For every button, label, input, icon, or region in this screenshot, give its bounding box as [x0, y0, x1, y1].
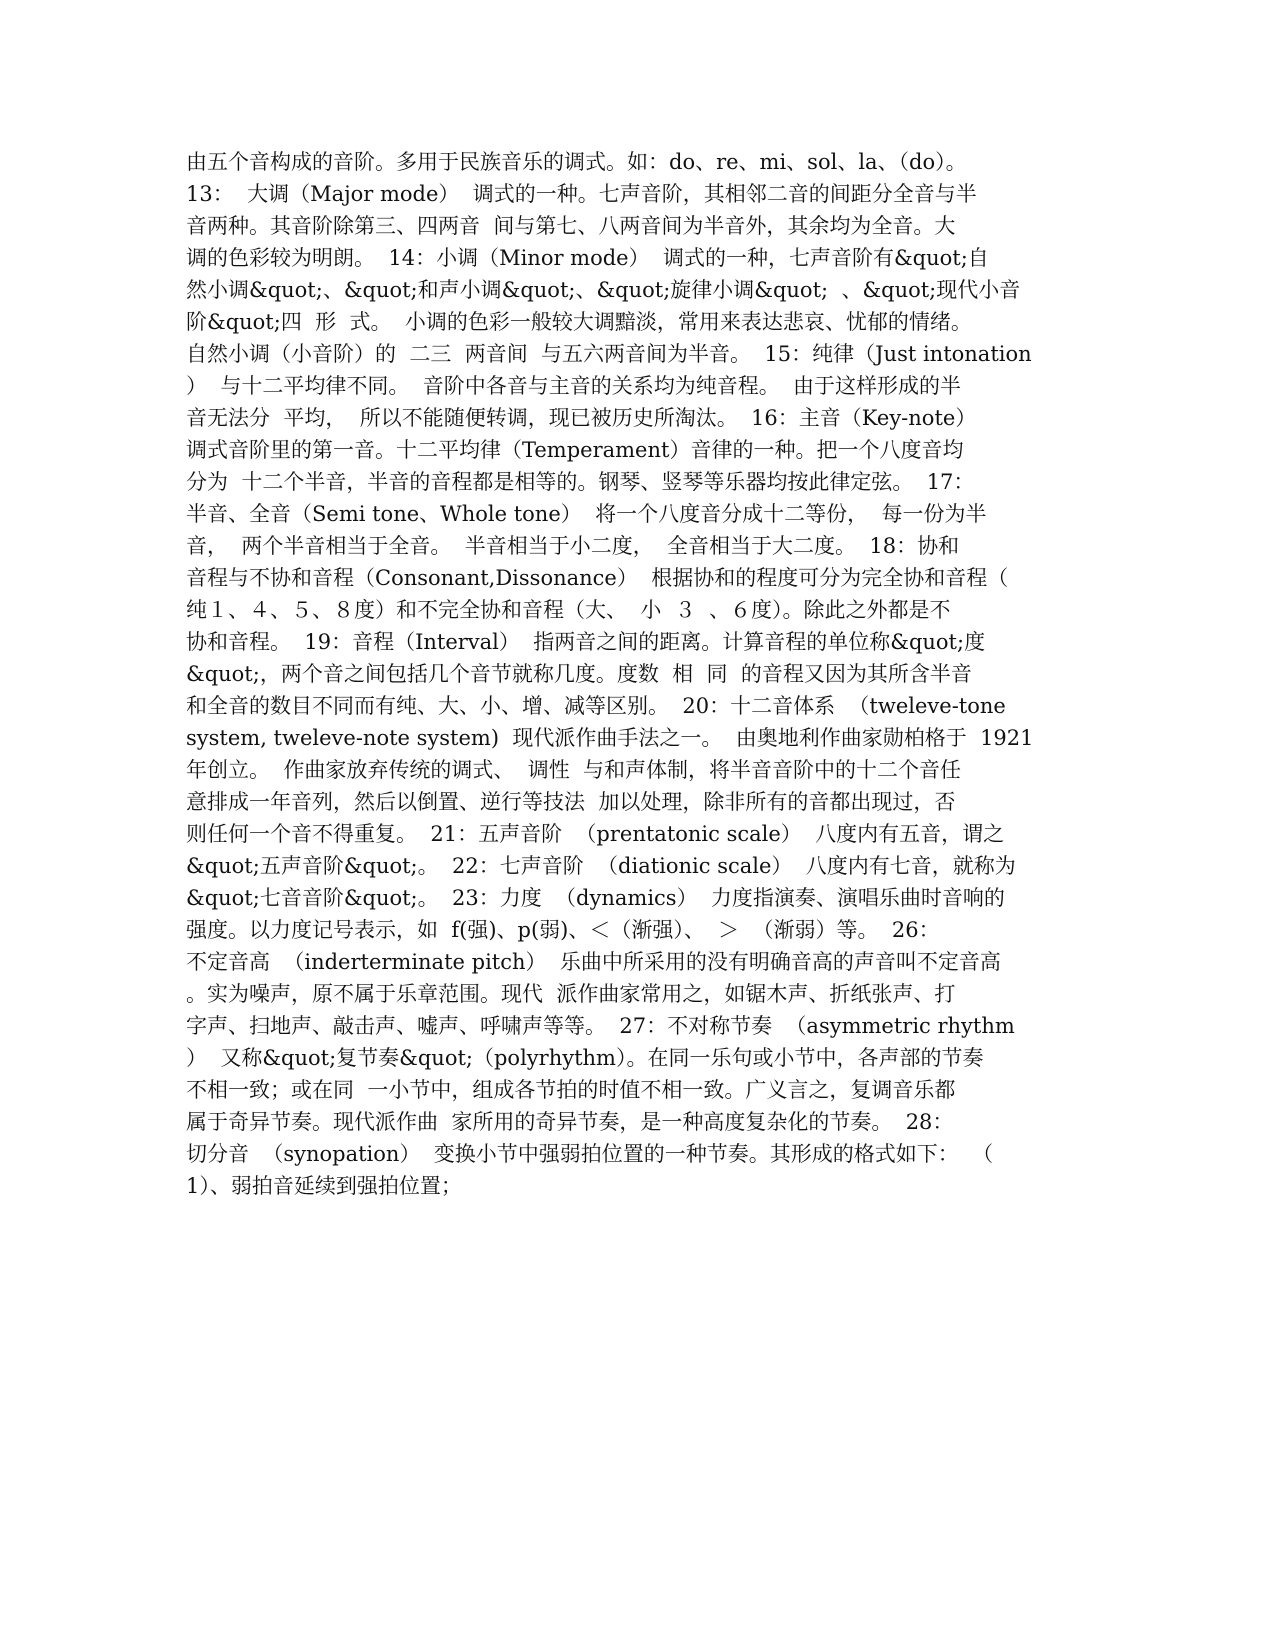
text-line: 半音、全音（Semi tone、Whole tone） 将一个八度音分成十二等份， 每一份为半 — [186, 502, 987, 526]
text-line: 调的色彩较为明朗。 14：小调（Minor mode） 调式的一种，七声音阶有&quot;自 — [186, 246, 989, 270]
text-line: 13： 大调（Major mode） 调式的一种。七声音阶，其相邻二音的间距分全音与半 — [186, 182, 977, 206]
text-line: 协和音程。 19：音程（Interval） 指两音之间的距离。计算音程的单位称&quot;度 — [186, 630, 986, 654]
text-line: 音， 两个半音相当于全音。 半音相当于小二度， 全音相当于大二度。 18：协和 — [186, 534, 960, 558]
text-line: 音程与不协和音程（Consonant,Dissonance） 根据协和的程度可分为完全协和音程（ — [186, 566, 1009, 590]
text-line: &quot;五声音阶&quot;。 22：七声音阶 （diationic scale） 八度内有七音，就称为 — [186, 854, 1016, 878]
text-line: 自然小调（小音阶）的 二三 两音间 与五六两音间为半音。 15：纯律（Just intonation — [186, 342, 1032, 366]
text-line: 意排成一年音列，然后以倒置、逆行等技法 加以处理，除非所有的音都出现过，否 — [186, 790, 956, 814]
text-line: 1）、弱拍音延续到强拍位置； — [186, 1174, 462, 1198]
text-line: 音无法分 平均， 所以不能随便转调，现已被历史所淘汰。 16：主音（Key-note） — [186, 406, 977, 430]
text-line: &quot;七音音阶&quot;。 23：力度 （dynamics） 力度指演奏、演唱乐曲时音响的 — [186, 886, 1005, 910]
text-line: 字声、扫地声、敲击声、嘘声、呼啸声等等。 27：不对称节奏 （asymmetric rhythm — [186, 1014, 1015, 1038]
text-line: 则任何一个音不得重复。 21：五声音阶 （prentatonic scale） 八度内有五音，谓之 — [186, 822, 1005, 846]
text-line: 和全音的数目不同而有纯、大、小、增、减等区别。 20：十二音体系 （tweleve-tone — [186, 694, 1006, 718]
text-line: ） 与十二平均律不同。 音阶中各音与主音的关系均为纯音程。 由于这样形成的半 — [186, 374, 962, 398]
text-line: ） 又称&quot;复节奏&quot;（polyrhythm）。在同一乐句或小节中，各声部的节奏 — [186, 1046, 984, 1070]
text-line: &quot;，两个音之间包括几个音节就称几度。度数 相 同 的音程又因为其所含半音 — [186, 662, 972, 686]
text-line: 由五个音构成的音阶。多用于民族音乐的调式。如：do、re、mi、sol、la、（do）。 — [186, 150, 967, 174]
body-text — [186, 146, 1086, 1202]
text-line: 调式音阶里的第一音。十二平均律（Temperament）音律的一种。把一个八度音均 — [186, 438, 964, 462]
text-line: 阶&quot;四 形 式。 小调的色彩一般较大调黯淡，常用来表达悲哀、忧郁的情绪。 — [186, 310, 972, 334]
text-line: 不相一致；或在同 一小节中，组成各节拍的时值不相一致。广义言之，复调音乐都 — [186, 1078, 956, 1102]
text-line: 属于奇异节奏。现代派作曲 家所用的奇异节奏，是一种高度复杂化的节奏。 28： — [186, 1110, 954, 1134]
text-line: 强度。以力度记号表示，如 f(强)、p(弱)、＜（渐强）、 ＞ （渐弱）等。 26： — [186, 918, 940, 942]
text-line: 纯１、４、５、８度）和不完全协和音程（大、 小 ３ 、６度）。除此之外都是不 — [186, 598, 951, 622]
text-line: 音两种。其音阶除第三、四两音 间与第七、八两音间为半音外，其余均为全音。大 — [186, 214, 956, 238]
text-line: 分为 十二个半音，半音的音程都是相等的。钢琴、竖琴等乐器均按此律定弦。 17： — [186, 470, 975, 494]
text-line: 不定音高 （inderterminate pitch） 乐曲中所采用的没有明确音高的声音叫不定音高 — [186, 950, 1001, 974]
text-line: system, tweleve-note system) 现代派作曲手法之一。 由奥地利作曲家勋柏格于 1921 — [186, 726, 1034, 750]
text-line: 然小调&quot;、&quot;和声小调&quot;、&quot;旋律小调&quot; 、&quot;现代小音 — [186, 278, 1021, 302]
text-line: 切分音 （synopation） 变换小节中强弱拍位置的一种节奏。其形成的格式如下： （ — [186, 1142, 994, 1166]
text-line: 年创立。 作曲家放弃传统的调式、 调性 与和声体制，将半音音阶中的十二个音任 — [186, 758, 962, 782]
text-line: 。实为噪声，原不属于乐章范围。现代 派作曲家常用之，如锯木声、折纸张声、打 — [186, 982, 956, 1006]
